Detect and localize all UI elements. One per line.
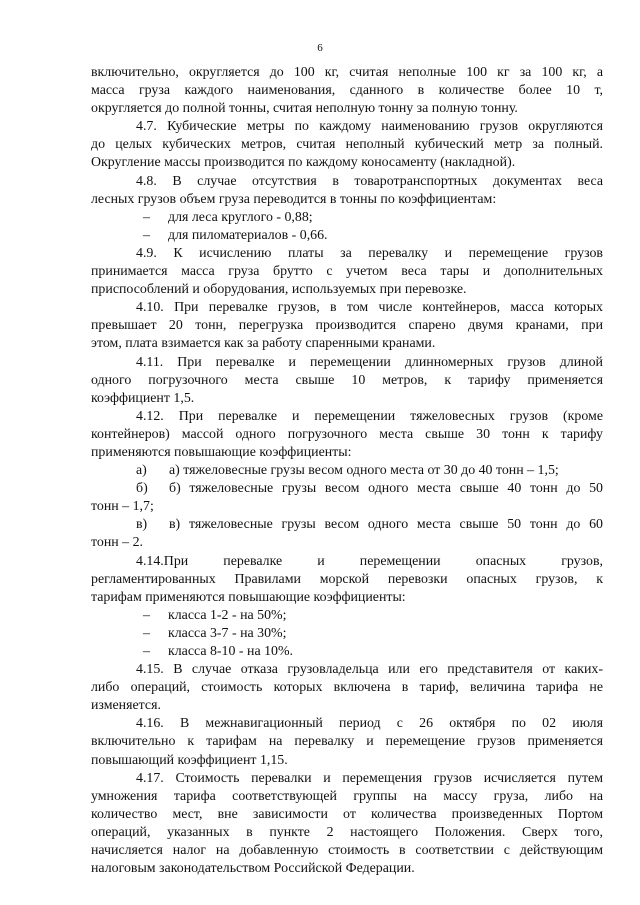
text-line: умножения тарифа соответствующей группы на массу груза, либо на xyxy=(91,788,603,804)
document-body xyxy=(91,64,603,878)
paragraph-4-8: 4.8. В случае отсутствия в товаротранспортных документах веса xyxy=(136,173,603,189)
text-line: масса груза каждого наименования, сданного в количестве более 10 т, xyxy=(91,83,603,99)
text-line: контейнеров) массой одного погрузочного места свыше 30 тонн к тарифу xyxy=(91,426,603,442)
text-line: либо операций, стоимость которых включена в тариф, величина тарифа не xyxy=(91,680,603,696)
dash-marker: – xyxy=(143,625,150,641)
list-item xyxy=(91,209,603,227)
text-line: повышающий коэффициент 1,15. xyxy=(91,752,288,768)
list-item-b xyxy=(91,480,603,498)
text-line: округляется до полной тонны, считая неполную тонну за полную тонну. xyxy=(91,101,518,117)
paragraph-4-16: 4.16. В межнавигационный период с 26 октября по 02 июля xyxy=(136,716,603,732)
text-line: лесных грузов объем груза переводится в тонны по коэффициентам: xyxy=(91,191,497,207)
text-line: регламентированных Правилами морской перевозки опасных грузов, к xyxy=(91,571,603,587)
list-marker: а) xyxy=(136,463,147,479)
list-item xyxy=(91,625,603,643)
list-item xyxy=(91,227,603,245)
list-item-text: а) тяжеловесные грузы весом одного места от 30 до 40 тонн – 1,5; xyxy=(169,463,559,479)
paragraph-4-11: 4.11. При перевалке и перемещении длинномерных грузов длиной xyxy=(136,354,603,370)
text-line: до целых кубических метров, считая неполный кубический метр за полный. xyxy=(91,137,603,153)
text-line: налоговым законодательством Российской Федерации. xyxy=(91,861,415,877)
text-line: включительно, округляется до 100 кг, считая неполные 100 кг за 100 кг, а xyxy=(91,65,603,80)
text-line: принимается масса груза брутто с учетом веса тары и дополнительных xyxy=(91,264,603,280)
list-item-text: класса 8-10 - на 10%. xyxy=(168,644,294,659)
list-item-text: в) тяжеловесные грузы весом одного места свыше 50 тонн до 60 xyxy=(169,517,603,533)
paragraph-4-15: 4.15. В случае отказа грузовладельца или его представителя от каких- xyxy=(136,662,603,678)
list-item-text: б) тяжеловесные грузы весом одного места свыше 40 тонн до 50 xyxy=(169,481,603,497)
list-item-text: для пиломатериалов - 0,66. xyxy=(168,227,328,243)
list-item-text: для леса круглого - 0,88; xyxy=(168,209,313,225)
list-item-a xyxy=(91,462,603,480)
text-line: изменяется. xyxy=(91,698,161,714)
paragraph-4-12: 4.12. При перевалке и перемещении тяжеловесных грузов (кроме xyxy=(136,408,603,424)
text-line: тонн – 1,7; xyxy=(91,499,154,515)
dash-marker: – xyxy=(143,227,150,243)
page-number: 6 xyxy=(317,42,323,54)
text-line: тарифам применяются повышающие коэффициенты: xyxy=(91,589,406,605)
list-item xyxy=(91,643,603,661)
list-item-text: класса 3-7 - на 30%; xyxy=(168,625,287,641)
paragraph-4-9: 4.9. К исчислению платы за перевалку и перемещение грузов xyxy=(136,245,603,261)
text-line: тонн – 2. xyxy=(91,535,144,551)
paragraph-4-17: 4.17. Стоимость перевалки и перемещения грузов исчисляется путем xyxy=(136,770,603,786)
paragraph-4-14: 4.14.При перевалке и перемещении опасных грузов, xyxy=(136,553,603,569)
text-line: приспособлений и оборудования, используемых при перевозке. xyxy=(91,282,467,298)
list-marker: в) xyxy=(136,517,148,533)
list-marker: б) xyxy=(136,481,148,497)
list-item xyxy=(91,607,603,625)
text-line: операций, указанных в пункте 2 настоящего Положения. Сверх того, xyxy=(91,824,603,840)
dash-marker: – xyxy=(143,607,150,623)
dash-marker: – xyxy=(143,209,150,225)
dash-marker: – xyxy=(143,644,150,659)
text-line: коэффициент 1,5. xyxy=(91,390,195,406)
text-line: Округление массы производится по каждому коносаменту (накладной). xyxy=(91,155,516,171)
text-line: применяются повышающие коэффициенты: xyxy=(91,444,352,460)
text-line: включительно к тарифам на перевалку и перемещение грузов применяется xyxy=(91,734,603,750)
list-item-v xyxy=(91,516,603,534)
text-line: одного погрузочного места свыше 10 метров, к тарифу применяется xyxy=(91,372,603,388)
paragraph-4-10: 4.10. При перевалке грузов, в том числе контейнеров, масса которых xyxy=(136,300,603,316)
paragraph-4-7: 4.7. Кубические метры по каждому наименованию грузов округляются xyxy=(136,119,603,135)
text-line: количество мест, вне зависимости от количества произведенных Портом xyxy=(91,806,603,822)
text-line: превышает 20 тонн, перегрузка производится спарено двумя кранами, при xyxy=(91,318,603,334)
list-item-text: класса 1-2 - на 50%; xyxy=(168,607,287,623)
text-line: этом, плата взимается как за работу спаренными кранами. xyxy=(91,336,436,352)
text-line: начисляется налог на добавленную стоимость в соответствии с действующим xyxy=(91,843,603,859)
